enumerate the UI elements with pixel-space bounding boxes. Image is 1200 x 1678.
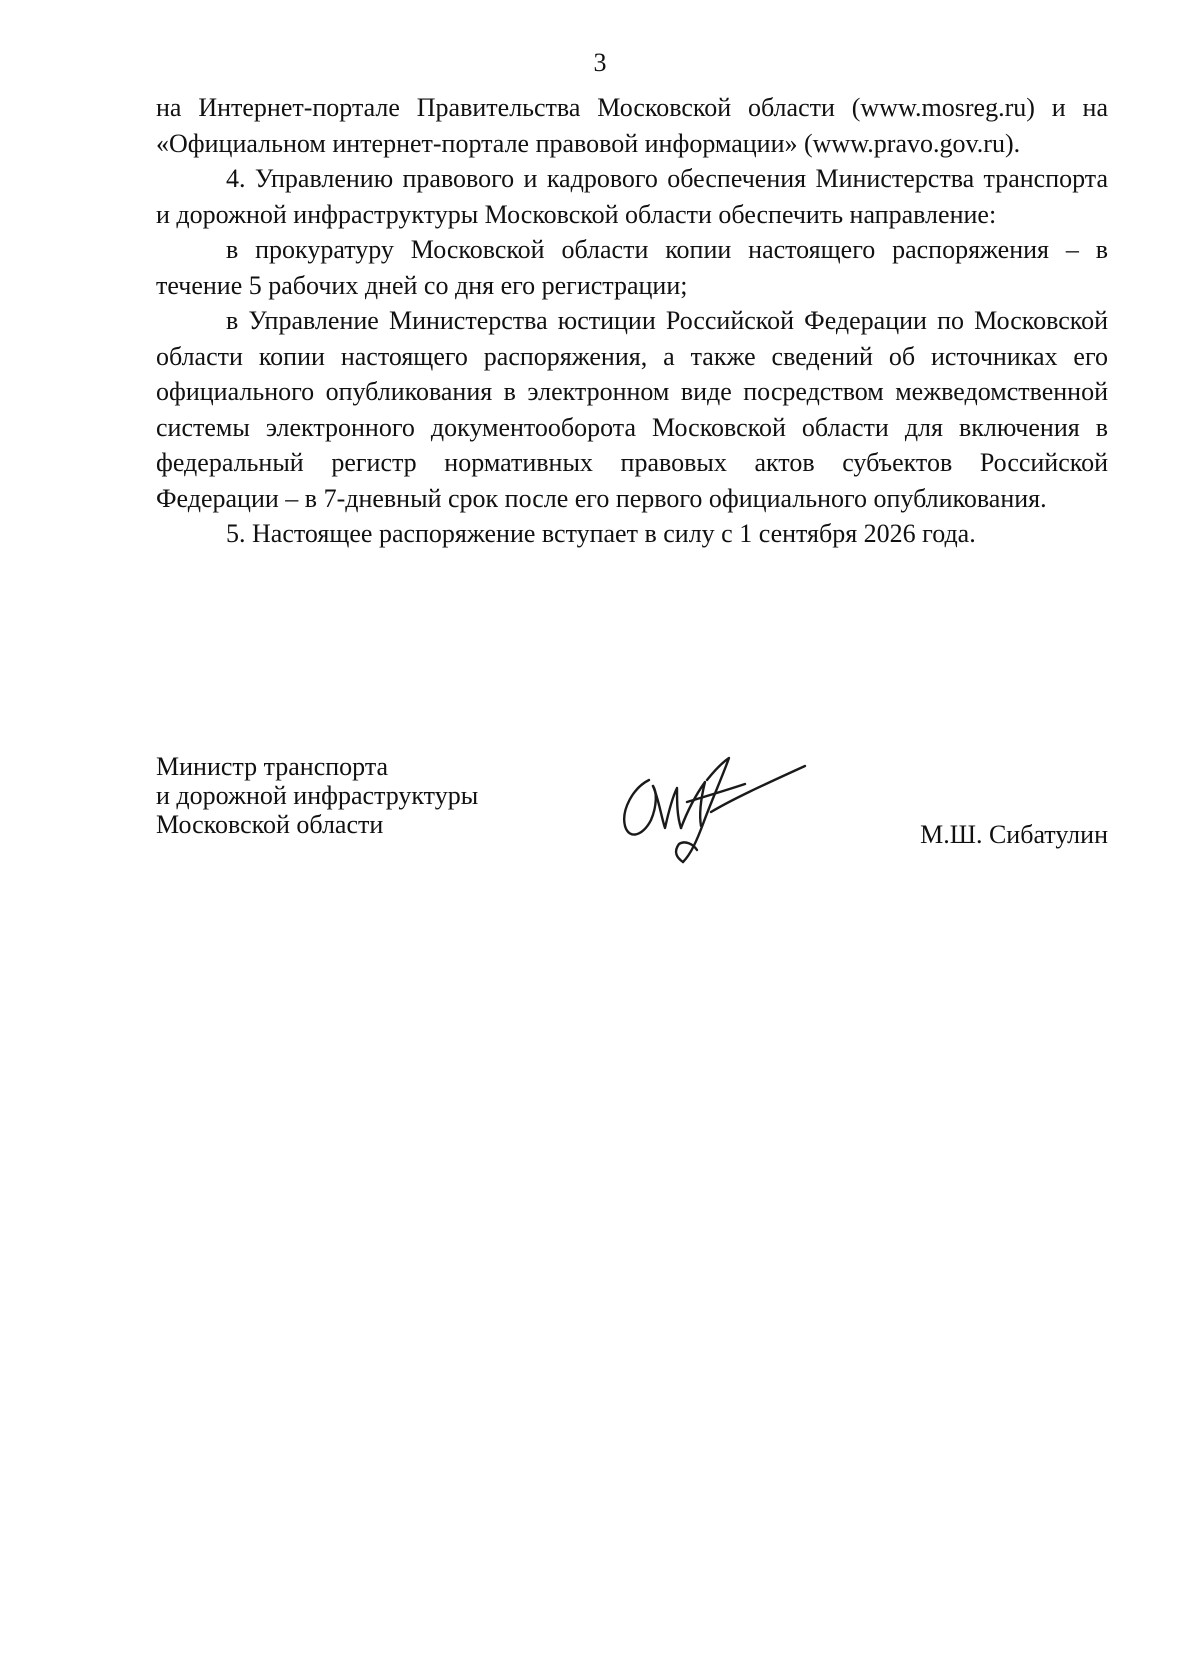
signature-block <box>156 752 1108 892</box>
signer-name: М.Ш. Сибатулин <box>920 820 1108 849</box>
handwritten-signature <box>611 740 811 875</box>
signer-title-line: Московской области <box>156 810 384 839</box>
document-body <box>156 90 1108 552</box>
paragraph-publication-sources: на Интернет-портале Правительства Московской области (www.mosreg.ru) и на «Официальном интернет-портале правовой информации» (www.pravo.gov.ru). <box>156 93 1108 158</box>
signer-title-line: и дорожной инфраструктуры <box>156 781 479 810</box>
signer-title-line: Министр транспорта <box>156 752 389 781</box>
paragraph-prosecutor-office: в прокуратуру Московской области копии настоящего распоряжения – в течение 5 рабочих дней со дня его регистрации; <box>156 235 1108 300</box>
paragraph-item-4: 4. Управлению правового и кадрового обеспечения Министерства транспорта и дорожной инфраструктуры Московской области обеспечить направление: <box>156 164 1108 229</box>
paragraph-ministry-of-justice: в Управление Министерства юстиции Российской Федерации по Московской области копии настоящего распоряжения, а также сведений об источниках его официального опубликования в электронном виде посредством межведомственной системы электронного документооборота Московской области для включения в федеральный регистр нормативных правовых актов субъектов Российской Федерации – в 7-дневный срок после его первого официального опубликования. <box>156 306 1108 513</box>
signer-title <box>156 752 478 839</box>
page-number: 3 <box>593 48 607 77</box>
paragraph-item-5: 5. Настоящее распоряжение вступает в силу с 1 сентября 2026 года. <box>226 519 976 548</box>
